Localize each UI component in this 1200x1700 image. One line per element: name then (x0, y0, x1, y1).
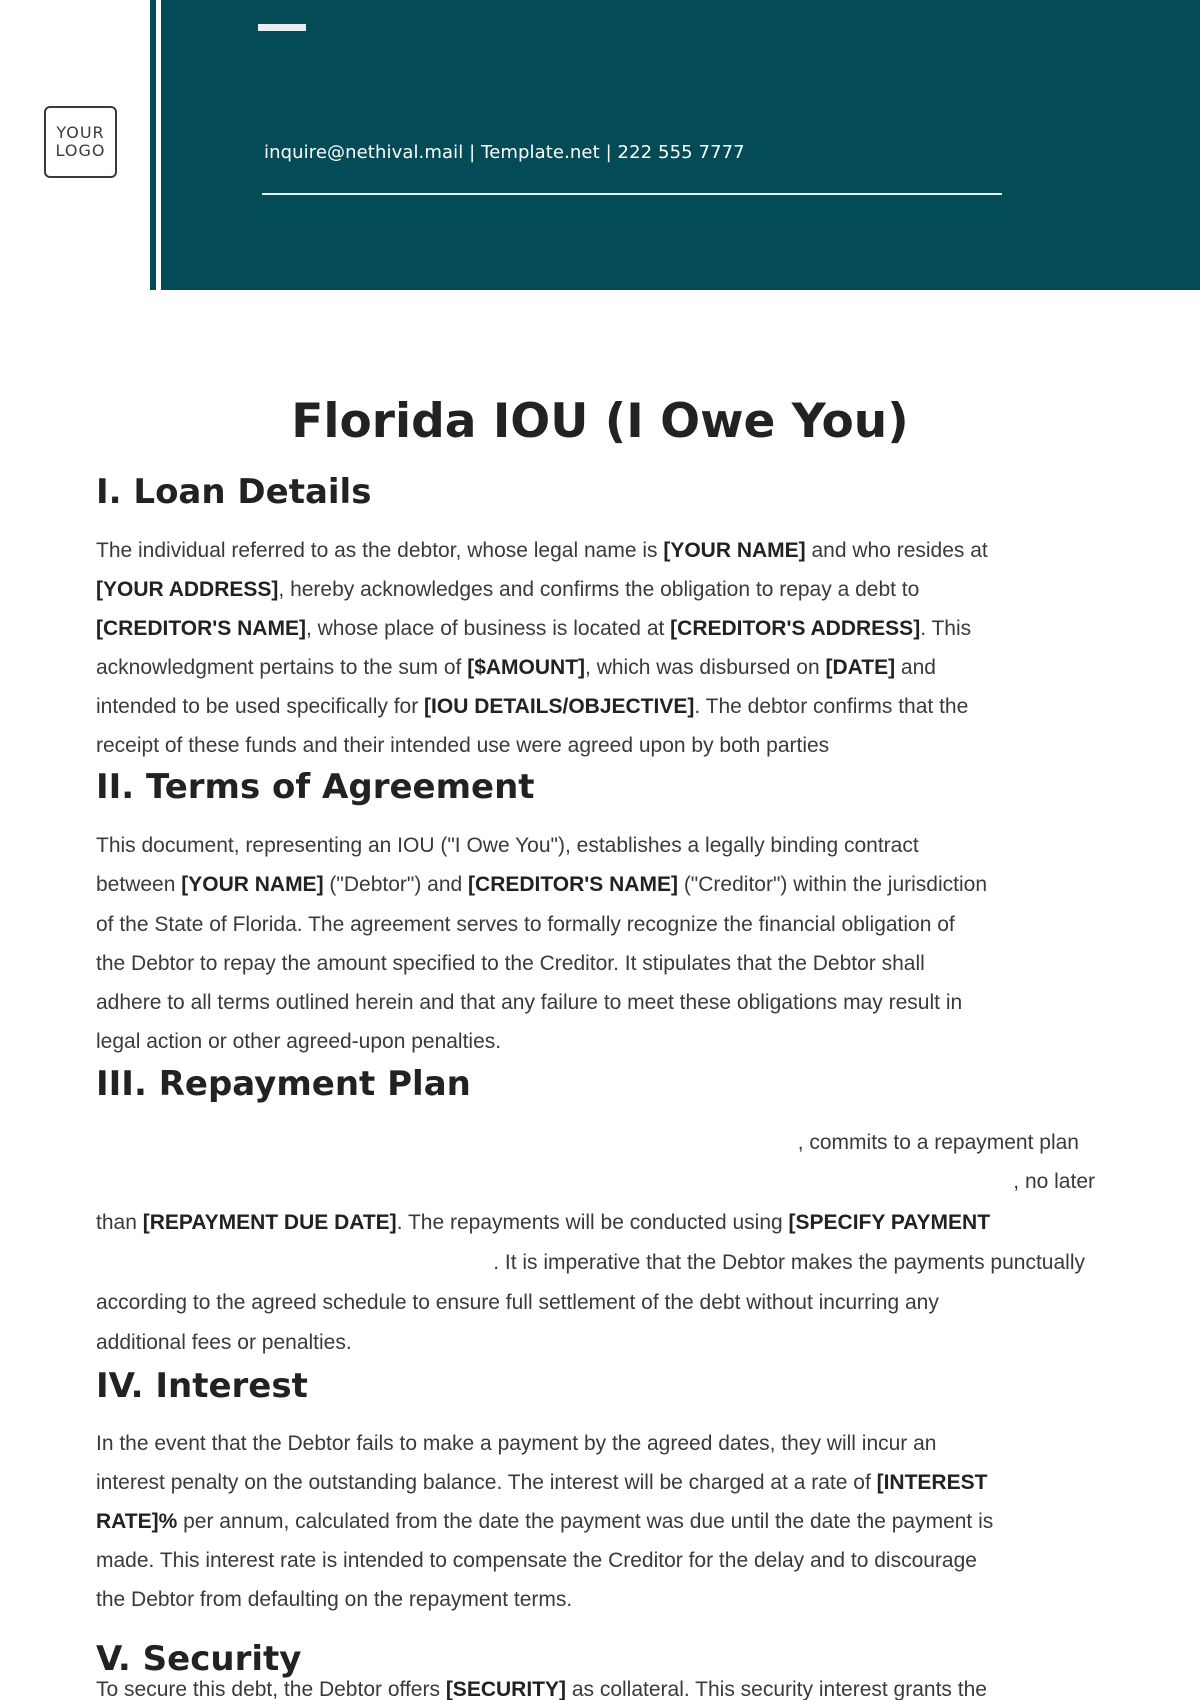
text-segment: as collateral. This security interest grants the (565, 1678, 987, 1700)
text-segment: , no later (1013, 1170, 1095, 1193)
placeholder-field: [REPAYMENT DUE DATE] (142, 1211, 397, 1234)
paragraph-line (798, 1129, 1079, 1157)
text-segment: according to the agreed schedule to ensure full settlement of the debt without incurring any (96, 1291, 939, 1314)
text-segment: and who resides at (805, 539, 988, 562)
section-heading: I. Loan Details (96, 472, 372, 512)
placeholder-field: RATE]% (96, 1510, 178, 1533)
text-segment: The individual referred to as the debtor, whose legal name is (96, 539, 664, 562)
logo-text-line1: YOUR (56, 123, 105, 142)
contact-info: inquire@nethival.mail | Template.net | 222 555 7777 (264, 142, 745, 163)
text-segment: ("Debtor") and (323, 873, 469, 896)
section-heading: IV. Interest (96, 1366, 308, 1406)
placeholder-field: [DATE] (825, 656, 896, 679)
text-segment: . The debtor confirms that the (694, 695, 969, 718)
section-heading: II. Terms of Agreement (96, 767, 535, 807)
text-segment: and (895, 656, 936, 679)
text-segment: . This (920, 617, 972, 640)
header-divider-stripe (156, 0, 161, 290)
paragraph-line (96, 576, 919, 604)
paragraph-line (96, 732, 829, 760)
paragraph-line (96, 989, 962, 1017)
text-segment: intended to be used specifically for (96, 695, 425, 718)
paragraph-line (96, 615, 971, 643)
text-segment: To secure this debt, the Debtor offers (96, 1678, 446, 1700)
text-segment: interest penalty on the outstanding balance. The interest will be charged at a rate of (96, 1471, 877, 1494)
paragraph-line (96, 1289, 939, 1317)
paragraph-line (96, 1508, 993, 1536)
paragraph-line (96, 911, 955, 939)
placeholder-field: [SECURITY] (445, 1678, 566, 1700)
paragraph-line (96, 1547, 977, 1575)
logo-area (0, 0, 150, 290)
text-segment: acknowledgment pertains to the sum of (96, 656, 468, 679)
paragraph-line (96, 654, 936, 682)
placeholder-field: [YOUR NAME] (181, 873, 324, 896)
paragraph-line (96, 537, 988, 565)
section-heading: III. Repayment Plan (96, 1064, 471, 1104)
text-segment: per annum, calculated from the date the payment was due until the date the payment is (177, 1510, 994, 1533)
text-segment: , commits to a repayment plan (797, 1131, 1079, 1154)
text-segment: In the event that the Debtor fails to make a payment by the agreed dates, they will incur an (96, 1432, 937, 1455)
text-segment: of the State of Florida. The agreement serves to formally recognize the financial obligation of (96, 913, 955, 936)
paragraph-line (1013, 1168, 1095, 1196)
text-segment: , hereby acknowledges and confirms the obligation to repay a debt to (278, 578, 920, 601)
paragraph-line (96, 1676, 987, 1700)
placeholder-field: [INTEREST (876, 1471, 988, 1494)
text-segment: , whose place of business is located at (305, 617, 671, 640)
placeholder-field: [YOUR ADDRESS] (96, 578, 279, 601)
text-segment: between (96, 873, 182, 896)
paragraph-line (96, 832, 919, 860)
placeholder-field: [IOU DETAILS/OBJECTIVE] (424, 695, 695, 718)
logo-text-line2: LOGO (55, 141, 106, 160)
placeholder-field: [CREDITOR'S NAME] (96, 617, 306, 640)
text-segment: additional fees or penalties. (96, 1331, 352, 1354)
text-segment: adhere to all terms outlined herein and that any failure to meet these obligations may result in (96, 991, 963, 1014)
paragraph-line (96, 1329, 352, 1357)
section-heading: V. Security (96, 1639, 302, 1679)
logo-placeholder (44, 106, 117, 178)
paragraph-line (96, 693, 968, 721)
paragraph-line (96, 1430, 936, 1458)
paragraph-line (96, 1028, 501, 1056)
text-segment: made. This interest rate is intended to compensate the Creditor for the delay and to discourage (96, 1549, 977, 1572)
text-segment: , which was disbursed on (585, 656, 826, 679)
document-title: Florida IOU (I Owe You) (291, 394, 909, 449)
paragraph-line (96, 1586, 572, 1614)
text-segment: receipt of these funds and their intended use were agreed upon by both parties (96, 734, 830, 757)
header-rule (262, 193, 1002, 195)
text-segment: . The repayments will be conducted using (396, 1211, 789, 1234)
paragraph-line (493, 1249, 1085, 1277)
text-segment: This document, representing an IOU ("I Owe You"), establishes a legally binding contract (96, 834, 919, 857)
text-segment: legal action or other agreed-upon penalties. (96, 1030, 502, 1053)
paragraph-line (96, 950, 925, 978)
placeholder-field: [$AMOUNT] (467, 656, 586, 679)
paragraph-line (96, 1209, 990, 1237)
text-segment: the Debtor to repay the amount specified to the Creditor. It stipulates that the Debtor shall (96, 952, 925, 975)
placeholder-field: [YOUR NAME] (663, 539, 806, 562)
header-accent-dash (258, 24, 306, 31)
text-segment: the Debtor from defaulting on the repayment terms. (96, 1588, 573, 1611)
placeholder-field: [CREDITOR'S ADDRESS] (670, 617, 921, 640)
placeholder-field: [SPECIFY PAYMENT (788, 1211, 991, 1234)
text-segment: than (96, 1211, 143, 1234)
text-segment: . It is imperative that the Debtor makes the payments punctually (493, 1251, 1085, 1274)
placeholder-field: [CREDITOR'S NAME] (468, 873, 678, 896)
text-segment: ("Creditor") within the jurisdiction (677, 873, 987, 896)
paragraph-line (96, 871, 987, 899)
paragraph-line (96, 1469, 987, 1497)
